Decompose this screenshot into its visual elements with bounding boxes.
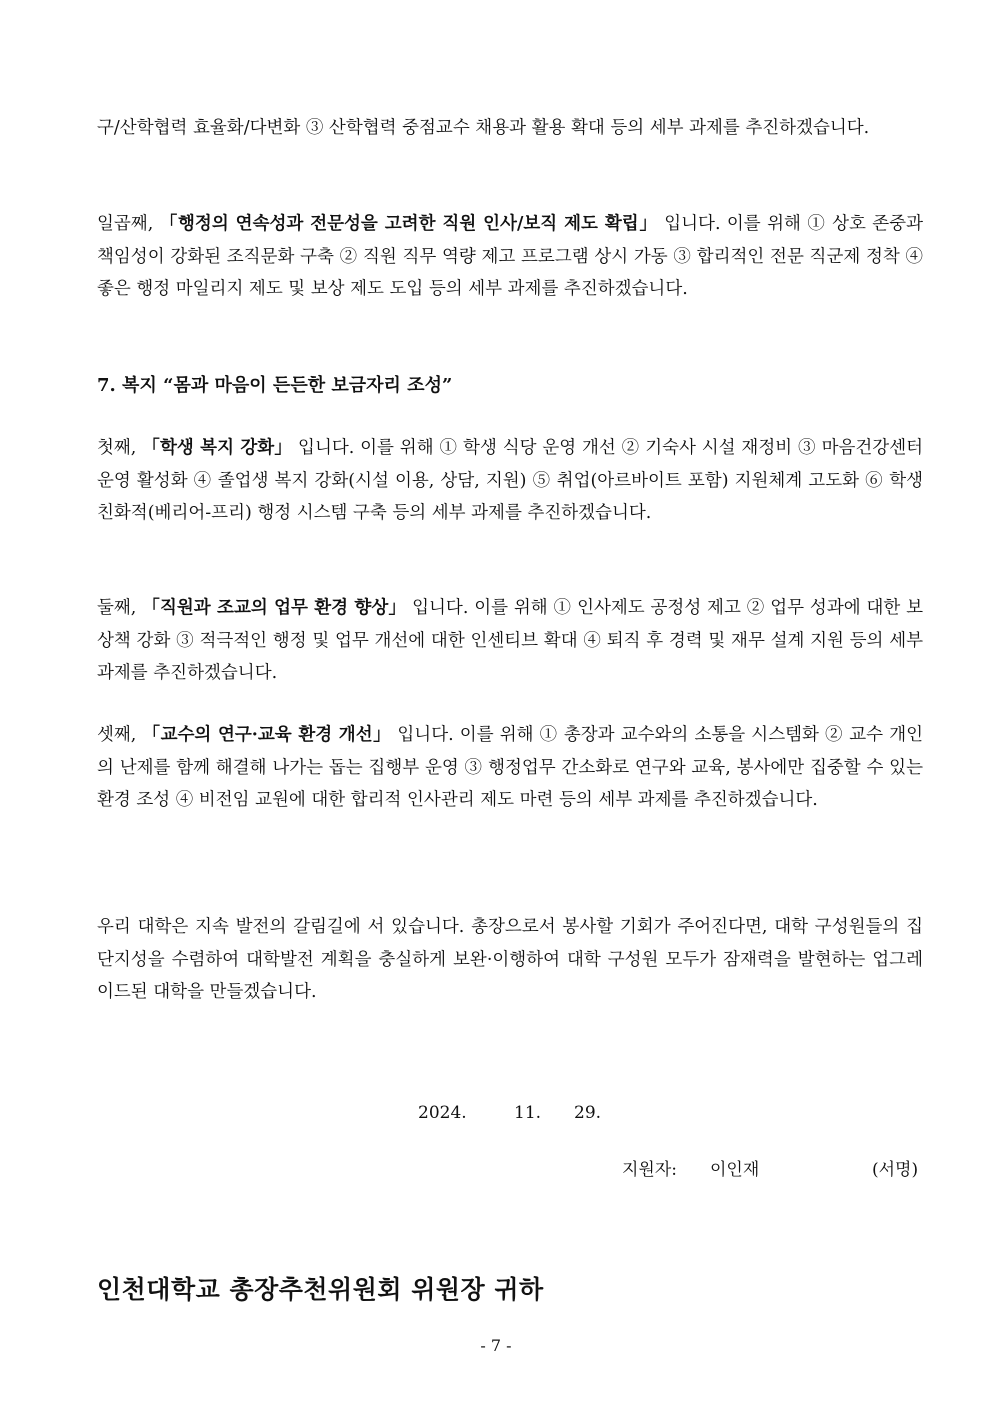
paragraph-prefix: 둘째, [97,598,143,618]
section-heading-welfare: 7. 복지 “몸과 마음이 든든한 보금자리 조성” [97,375,453,396]
paragraph-faculty-environment [97,719,923,817]
paragraph-body: 입니다. 이를 위해 ① 인사제도 공정성 제고 ② 업무 성과에 대한 보상책 강화 ③ 적극적인 행정 및 업무 개선에 대한 인센티브 확대 ④ 퇴직 후 경력 및 재무 설계 지원 등의 세부 과제를 추진하겠습니다. [97,598,923,683]
paragraph-title: 「행정의 연속성과 전문성을 고려한 직원 인사/보직 제도 확립」 [159,214,658,234]
paragraph-title: 「교수의 연구·교육 환경 개선」 [142,725,392,745]
paragraph-title: 「학생 복지 강화」 [142,438,293,458]
paragraph-prefix: 일곱째, [97,214,160,234]
date-year: 2024. [418,1103,467,1123]
paragraph-prefix: 셋째, [97,725,143,745]
applicant-name: 이인재 [710,1160,760,1180]
paragraph-industry-cooperation: 구/산학협력 효율화/다변화 ③ 산학협력 중점교수 채용과 활용 확대 등의 세부 과제를 추진하겠습니다. [97,118,870,138]
paragraph-seventh-item [97,208,923,306]
paragraph-prefix: 첫째, [97,438,143,458]
paragraph-closing: 우리 대학은 지속 발전의 갈림길에 서 있습니다. 총장으로서 봉사할 기회가 주어진다면, 대학 구성원들의 집단지성을 수렴하여 대학발전 계획을 충실하게 보완·이행하여 대학 구성원 모두가 잠재력을 발현하는 업그레이드된 대학을 만들겠습니다. [97,917,923,1002]
paragraph-body: 입니다. 이를 위해 ① 상호 존중과 책임성이 강화된 조직문화 구축 ② 직원 직무 역량 제고 프로그램 상시 가동 ③ 합리적인 전문 직군제 정착 ④ 좋은 행정 마일리지 제도 및 보상 제도 도입 등의 세부 과제를 추진하겠습니다. [97,214,923,299]
page-number: - 7 - [480,1336,512,1355]
paragraph-body: 입니다. 이를 위해 ① 총장과 교수와의 소통을 시스템화 ② 교수 개인의 난제를 함께 해결해 나가는 돕는 집행부 운영 ③ 행정업무 간소화로 연구와 교육, 봉사에만 집중할 수 있는 환경 조성 ④ 비전임 교원에 대한 합리적 인사관리 제도 마련 등의 세부 과제를 추진하겠습니다. [97,725,923,810]
signature-placeholder: (서명) [872,1160,919,1180]
paragraph-title: 「직원과 조교의 업무 환경 향상」 [142,598,407,618]
addressee: 인천대학교 총장추천위원회 위원장 귀하 [97,1275,544,1304]
date-month: 11. [514,1103,542,1123]
paragraph-body: 입니다. 이를 위해 ① 학생 식당 운영 개선 ② 기숙사 시설 재정비 ③ 마음건강센터 운영 활성화 ④ 졸업생 복지 강화(시설 이용, 상담, 지원) ⑤ 취업(아르바이트 포함) 지원체계 고도화 ⑥ 학생 친화적(베리어-프리) 행정 시스템 구축 등의 세부 과제를 추진하겠습니다. [97,438,924,523]
paragraph-staff-environment [97,592,923,690]
date-day: 29. [574,1103,602,1123]
applicant-label: 지원자: [622,1160,677,1180]
paragraph-student-welfare [97,432,923,530]
